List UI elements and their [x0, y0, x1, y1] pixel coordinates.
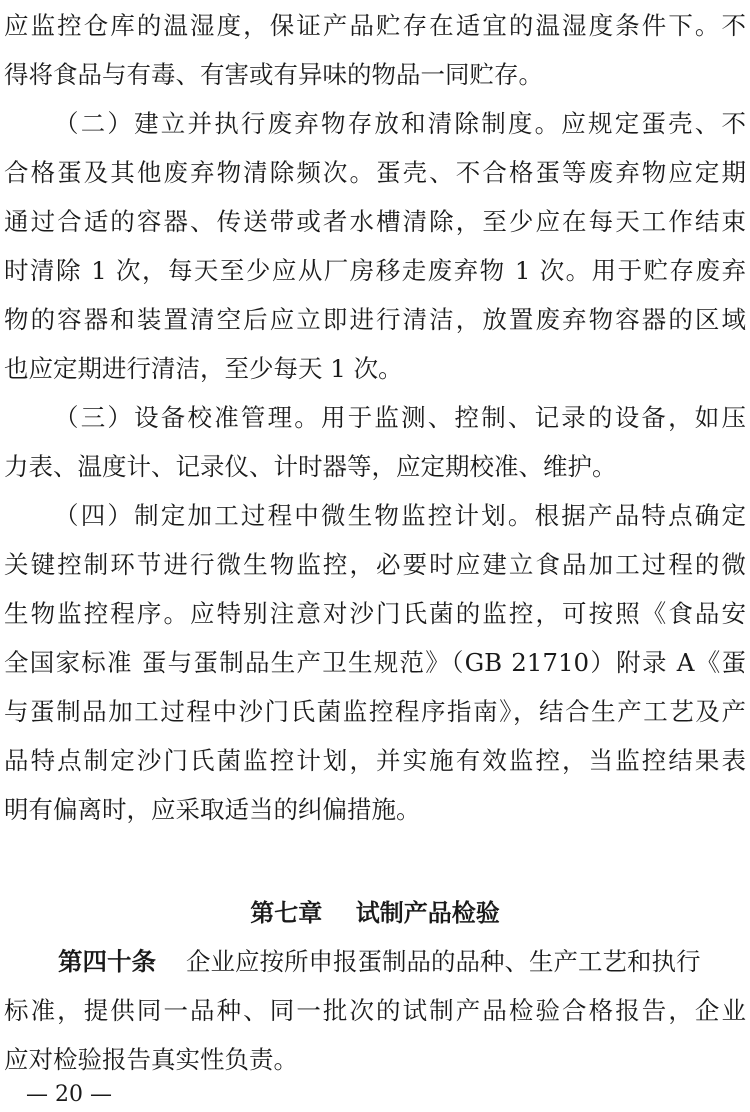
paragraph-4-line-5: 与蛋制品加工过程中沙门氏菌监控程序指南》，结合生产工艺及产	[4, 697, 746, 726]
paragraph-4-line-3: 生物监控程序。应特别注意对沙门氏菌的监控，可按照《食品安	[4, 599, 746, 628]
paragraph-3-line-1: （三）设备校准管理。用于监测、控制、记录的设备，如压	[54, 403, 746, 432]
paragraph-2-line-3: 通过合适的容器、传送带或者水槽清除，至少应在每天工作结束	[4, 207, 746, 236]
article-40-line-2: 标准，提供同一品种、同一批次的试制产品检验合格报告，企业	[4, 996, 746, 1025]
paragraph-2-line-2: 合格蛋及其他废弃物清除频次。蛋壳、不合格蛋等废弃物应定期	[4, 158, 746, 187]
paragraph-4-line-4: 全国家标准 蛋与蛋制品生产卫生规范》（GB 21710）附录 A《蛋	[4, 648, 746, 677]
paragraph-4-line-2: 关键控制环节进行微生物监控，必要时应建立食品加工过程的微	[4, 550, 746, 579]
paragraph-4-line-1: （四）制定加工过程中微生物监控计划。根据产品特点确定	[54, 501, 746, 530]
paragraph-2-line-4: 时清除 1 次，每天至少应从厂房移走废弃物 1 次。用于贮存废弃	[4, 256, 746, 285]
chapter-title: 第七章 试制产品检验	[250, 899, 500, 927]
paragraph-2-line-6: 也应定期进行清洁，至少每天 1 次。	[4, 354, 403, 383]
page-number: — 20 —	[26, 1082, 112, 1107]
paragraph-1-line-1: 应监控仓库的温湿度，保证产品贮存在适宜的温湿度条件下。不	[4, 11, 746, 40]
article-40-first-line	[58, 942, 746, 982]
article-40-line-1: 企业应按所申报蛋制品的品种、生产工艺和执行	[186, 947, 701, 976]
article-label: 第四十条	[58, 947, 156, 976]
paragraph-2-line-5: 物的容器和装置清空后应立即进行清洁，放置废弃物容器的区域	[4, 305, 746, 334]
paragraph-1-line-2: 得将食品与有毒、有害或有异味的物品一同贮存。	[4, 60, 543, 89]
article-40-line-3: 应对检验报告真实性负责。	[4, 1045, 298, 1074]
paragraph-2-line-1: （二）建立并执行废弃物存放和清除制度。应规定蛋壳、不	[54, 109, 746, 138]
paragraph-3-line-2: 力表、温度计、记录仪、计时器等，应定期校准、维护。	[4, 452, 617, 481]
paragraph-4-line-7: 明有偏离时，应采取适当的纠偏措施。	[4, 795, 421, 824]
paragraph-4-line-6: 品特点制定沙门氏菌监控计划，并实施有效监控，当监控结果表	[4, 746, 746, 775]
